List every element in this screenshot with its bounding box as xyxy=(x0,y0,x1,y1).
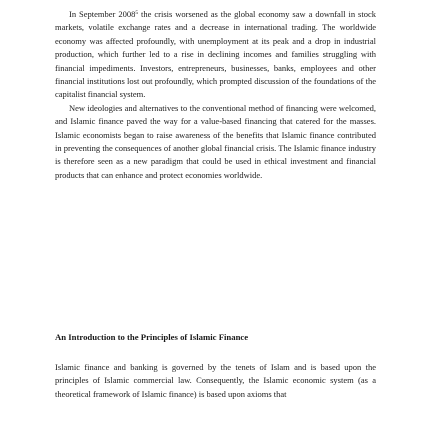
section-body xyxy=(55,361,376,401)
paragraph-islamic-finance-principles: Islamic finance and banking is governed by the tenets of Islam and is based upon the principles of Islamic commercial law. Consequently, the Islamic economic system (as a theoretical framework of Islamic finance) is based upon axioms that xyxy=(55,362,376,399)
paragraph-rest: the crisis worsened as the global economy saw a downfall in stock markets, volatile exchange rates and a decrease in international trading. The worldwide economy was affected profoundly, with unemployment at its peak and a drop in industrial production, which further led to a rise in declining incomes and families struggling with financial impediments. Investors, entrepreneurs, businesses, banks, employees and other financial institutions lost out profoundly, which prompted discussion of the foundations of the capitalist financial system. xyxy=(55,9,376,100)
footnote-marker[interactable]: 5 xyxy=(135,10,139,16)
body-text xyxy=(55,8,376,182)
section-heading: An Introduction to the Principles of Islamic Finance xyxy=(55,332,249,342)
paragraph-lead: In September 2008 xyxy=(69,9,136,19)
paragraph-crisis-2008 xyxy=(55,8,376,102)
paragraph-new-ideologies: New ideologies and alternatives to the conventional method of financing were welcomed, and Islamic finance paved the way for a value-based financing that catered for the masses. Islamic economists began to raise awareness of the benefits that Islamic finance contributed in preventing the consequences of another global financial crisis. The Islamic finance industry is therefore seen as a new paradigm that could be used in ethical investment and financial products that can enhance and protect economies worldwide. xyxy=(55,102,376,180)
